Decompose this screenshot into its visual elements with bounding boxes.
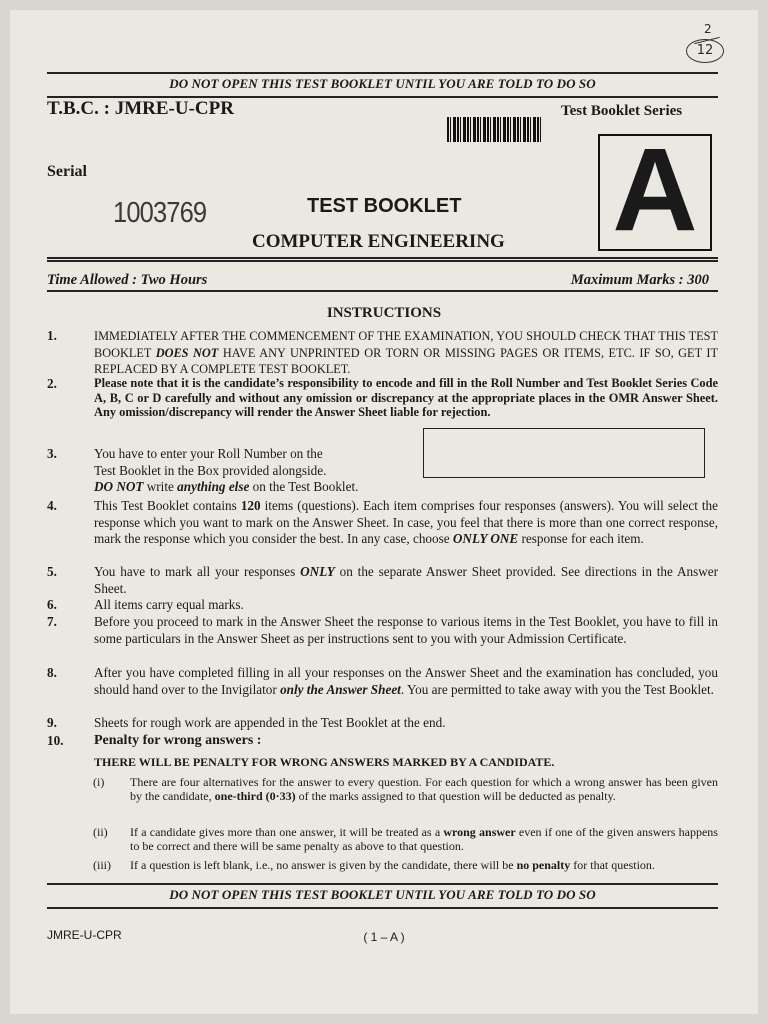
tbc-code: T.B.C. : JMRE-U-CPR — [47, 98, 234, 119]
bottom-rule — [47, 883, 718, 885]
top-rule — [47, 72, 718, 74]
instruction-5: 5. You have to mark all your responses ONLY on the separate Answer Sheet provided. See directions in the Answer Sheet. — [47, 564, 718, 596]
penalty-rule-i: (i) There are four alternatives for the answer to every question. For each question for which a wrong answer has been given by the candidate, one-third (0·33) of the marks assigned to that question will be deducted as penalty. — [93, 775, 718, 804]
barcode — [447, 117, 543, 142]
instruction-6: 6. All items carry equal marks. — [47, 597, 244, 612]
instruction-7: 7. Before you proceed to mark in the Answer Sheet the response to various items in the Test Booklet, you have to fill in some particulars in the Answer Sheet as per instructions sent to you with your Admission Certificate. — [47, 614, 718, 646]
instruction-8: 8. After you have completed filling in all your responses on the Answer Sheet and the examination has concluded, you should hand over to the Invigilator only the Answer Sheet. You are permitted to take away with you the Test Booklet. — [47, 665, 718, 697]
booklet-title: TEST BOOKLET — [307, 195, 462, 217]
penalty-notice: THERE WILL BE PENALTY FOR WRONG ANSWERS MARKED BY A CANDIDATE. — [94, 755, 555, 769]
test-booklet-page: 2 12 DO NOT OPEN THIS TEST BOOKLET UNTIL YOU ARE TOLD TO DO SO T.B.C. : JMRE-U-CPR Test Booklet Series Serial 1003769 TEST BOOKLET COMPUTER ENGINEERING A Time Allowed : Two Hours Maximum Marks : 300 INSTRUCTIONS 1. IMMEDIATELY AFTER THE COMMENCEMENT OF THE EXAMINATION, YOU SHOULD CHECK THAT THIS TEST BOOKLET DOES NOT HAVE ANY UNPRINTED OR TORN OR MISSING PAGES OR ITEMS, ETC. IF SO, GET IT REPLACED BY A COMPLETE TEST BOOKLET. 2. Please note that it is the candidate’s responsibility to encode and fill in the Roll Number and Test Booklet Series Code A, B, C or D carefully and without any omission or discrepancy at the appropriate places in the OMR Answer Sheet. Any omission/discrepancy will render the Answer Sheet liable for rejection. 3. You have to enter your Roll Number on the Test Booklet in the Box provided alongside. DO NOT write anything else on the Test Booklet. 4. This Test Booklet contains 120 items (questions). Each item comprises four responses (answers). You will select the response which you want to mark on the Answer Sheet. In case, you feel that there is more than one correct response, mark the response which you consider the best. In any case, choose ONLY ONE response for each item. 5. You have to mark all your responses ONLY on the separate Answer Sheet provided. See directions in the Answer Sheet. 6. All items carry equal marks. 7. Before you proceed to mark in the Answer Sheet the response to various items in the Test Booklet, you have to fill in some particulars in the Answer Sheet as per instructions sent to you with your Admission Certificate. 8. After you have completed filling in all your responses on the Answer Sheet and the examination has concluded, you should hand over to the Invigilator only the Answer Sheet. You are permitted to take away with you the Test Booklet. 9. Sheets for rough work are appended in the Test Booklet at the end. 10. Penalty for wrong answers : THERE WILL BE PENALTY FOR WRONG ANSWERS MARKED BY A CANDIDATE. (i) There are four alternatives for the answer to every question. For each question for which a wrong answer has been given by the candidate, one-third (0·33) of the marks assigned to that question will be deducted as penalty. (ii) If a candidate gives more than one answer, it will be treated as a wrong answer even if one of the given answers happens to be correct and there will be same penalty as above to that question. (iii) If a question is left blank, i.e., no answer is given by the candidate, there will be no penalty for that question. DO NOT OPEN THIS TEST BOOKLET UNTIL YOU ARE TOLD TO DO SO JMRE-U-CPR ( 1 – A ) — [10, 10, 758, 1014]
penalty-rule-iii: (iii) If a question is left blank, i.e., no answer is given by the candidate, there will be no penalty for that question. — [93, 858, 655, 872]
penalty-rule-ii: (ii) If a candidate gives more than one answer, it will be treated as a wrong answer even if one of the given answers happens to be correct and there will be same penalty as above to that question. — [93, 825, 718, 854]
instruction-3: 3. You have to enter your Roll Number on the Test Booklet in the Box provided alongside. DO NOT write anything else on the Test Booklet. — [47, 446, 359, 495]
instruction-9: 9. Sheets for rough work are appended in the Test Booklet at the end. — [47, 715, 446, 730]
serial-number: 1003769 — [113, 197, 207, 229]
page-number: ( 1 – A ) — [363, 930, 405, 944]
series-letter-box — [598, 124, 712, 256]
time-allowed: Time Allowed : Two Hours — [47, 272, 208, 288]
instruction-1: 1. IMMEDIATELY AFTER THE COMMENCEMENT OF THE EXAMINATION, YOU SHOULD CHECK THAT THIS TEST BOOKLET DOES NOT HAVE ANY UNPRINTED OR TORN OR MISSING PAGES OR ITEMS, ETC. IF SO, GET IT REPLACED BY A COMPLETE TEST BOOKLET. — [47, 328, 718, 377]
instruction-10: 10. Penalty for wrong answers : — [47, 733, 262, 748]
bottom-rule-2 — [47, 907, 718, 909]
instruction-4: 4. This Test Booklet contains 120 items (questions). Each item comprises four responses (answers). You will select the response which you want to mark on the Answer Sheet. In case, you feel that there is more than one correct response, mark the response which you consider the best. In any case, choose ONLY ONE response for each item. — [47, 498, 718, 547]
meta-rule-top-2 — [47, 260, 718, 262]
footer-code: JMRE-U-CPR — [47, 928, 122, 942]
instruction-2: 2. Please note that it is the candidate’s responsibility to encode and fill in the Roll Number and Test Booklet Series Code A, B, C or D carefully and without any omission or discrepancy at the appropriate places in the OMR Answer Sheet. Any omission/discrepancy will render the Answer Sheet liable for rejection. — [47, 376, 718, 419]
meta-rule-bottom — [47, 290, 718, 292]
banner-top: DO NOT OPEN THIS TEST BOOKLET UNTIL YOU ARE TOLD TO DO SO — [169, 76, 596, 91]
series-label: Test Booklet Series — [561, 103, 683, 119]
series-letter: A — [612, 124, 698, 256]
banner-bottom: DO NOT OPEN THIS TEST BOOKLET UNTIL YOU ARE TOLD TO DO SO — [169, 887, 596, 902]
meta-rule-top — [47, 257, 718, 259]
subject-title: COMPUTER ENGINEERING — [252, 231, 505, 252]
serial-label: Serial — [47, 163, 87, 180]
instructions-title: INSTRUCTIONS — [326, 305, 442, 321]
maximum-marks: Maximum Marks : 300 — [570, 272, 709, 288]
